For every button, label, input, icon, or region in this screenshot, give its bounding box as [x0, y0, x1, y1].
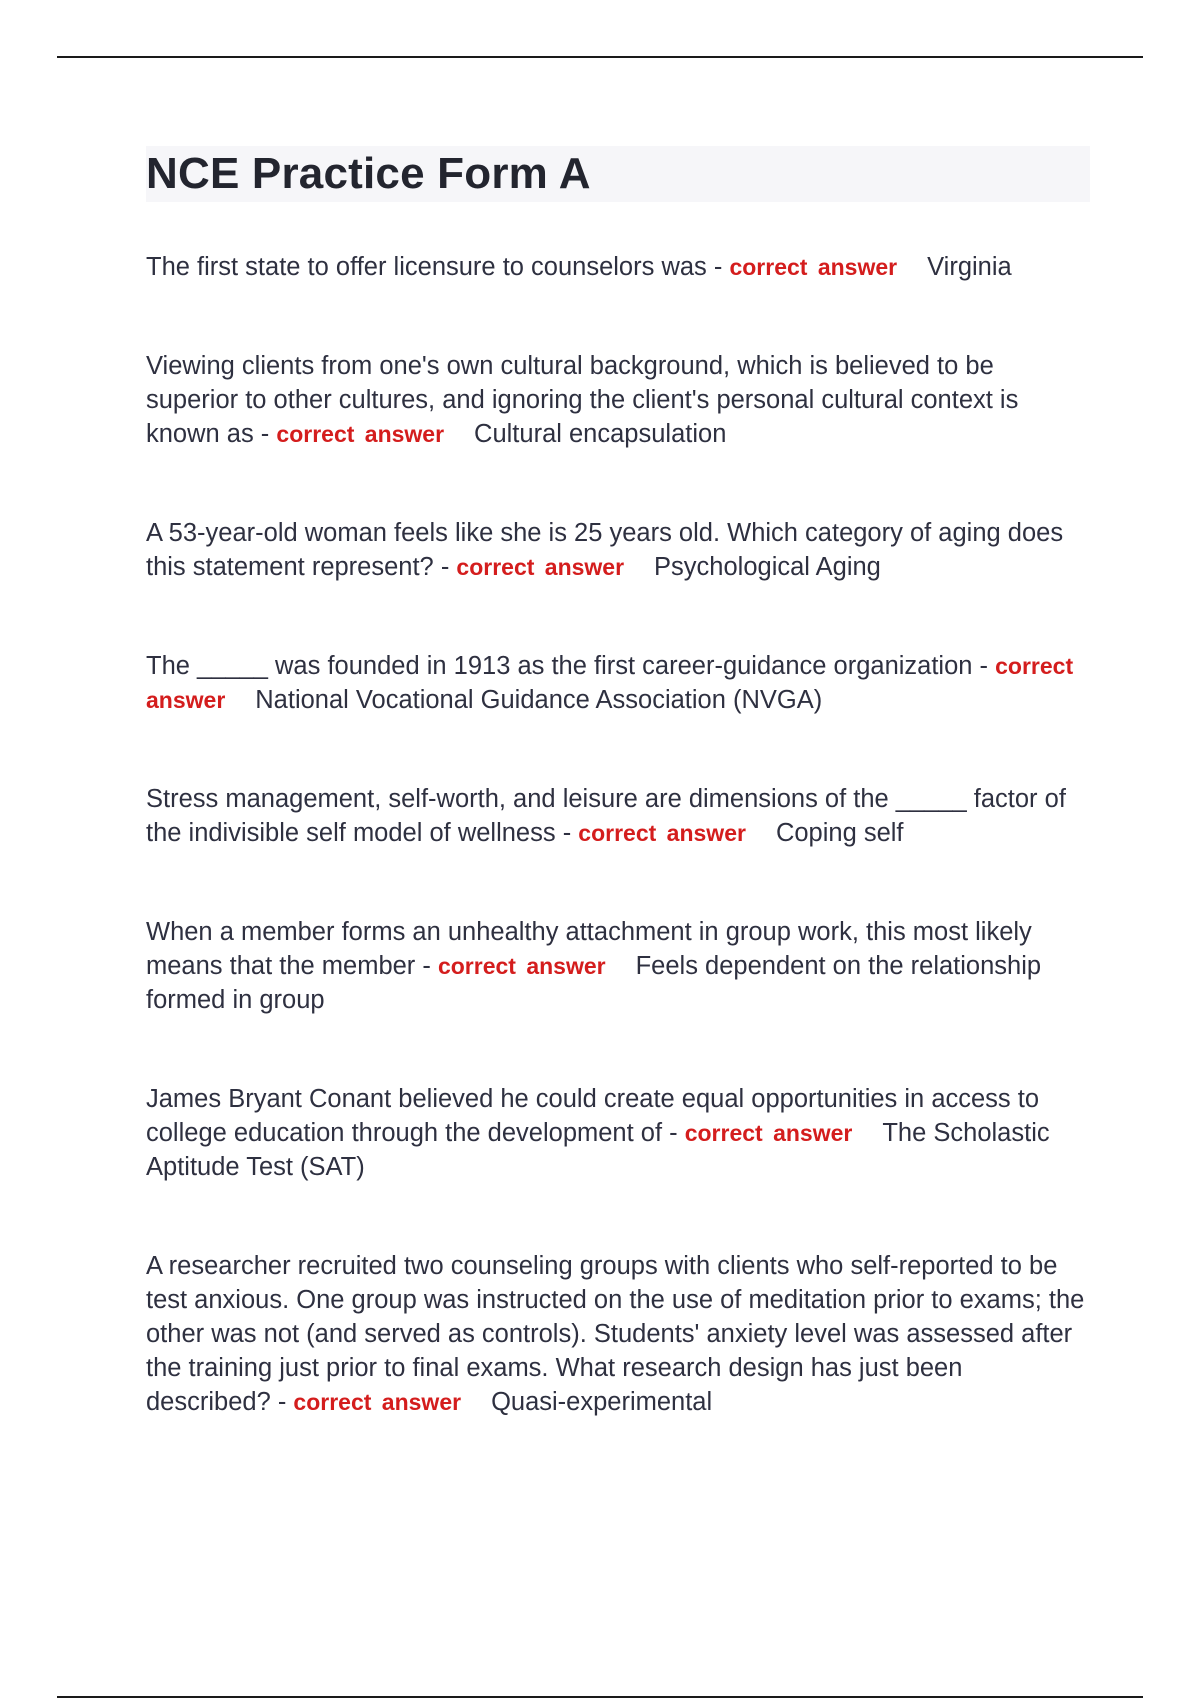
correct-answer-label: correct answer [729, 254, 898, 280]
question-text: Viewing clients from one's own cultural background, which is believed to be superior to other cultures, and ignoring the client's personal cultural context is known as - [146, 352, 1019, 448]
qa-item [146, 1082, 1090, 1184]
correct-answer-label: correct answer [146, 653, 1074, 713]
correct-answer-label: correct answer [437, 953, 606, 979]
question-text: When a member forms an unhealthy attachment in group work, this most likely means that the member - [146, 918, 1032, 980]
title-banner [146, 146, 1090, 202]
qa-list [146, 250, 1090, 1419]
qa-item [146, 1249, 1090, 1419]
question-text: A 53-year-old woman feels like she is 25 years old. Which category of aging does this statement represent? - [146, 519, 1064, 581]
top-rule [57, 56, 1143, 58]
answer-text: Psychological Aging [654, 553, 881, 581]
qa-item [146, 649, 1090, 717]
document-body [146, 146, 1090, 1445]
answer-text: Coping self [775, 819, 904, 847]
page-title: NCE Practice Form A [146, 149, 591, 198]
correct-answer-label: correct answer [293, 1389, 462, 1415]
qa-item [146, 516, 1090, 584]
question-text: Stress management, self-worth, and leisure are dimensions of the _____ factor of the indivisible self model of wellness - [146, 785, 1066, 847]
answer-text: Feels dependent on the relationship formed in group [146, 952, 1042, 1014]
answer-text: Quasi-experimental [491, 1388, 713, 1416]
qa-item [146, 915, 1090, 1017]
answer-text: The Scholastic Aptitude Test (SAT) [146, 1119, 1050, 1181]
answer-text: Cultural encapsulation [474, 420, 727, 448]
qa-item [146, 782, 1090, 850]
correct-answer-label: correct answer [456, 554, 625, 580]
correct-answer-label: correct answer [578, 820, 746, 846]
correct-answer-label: correct answer [684, 1120, 853, 1146]
question-text: James Bryant Conant believed he could create equal opportunities in access to college education through the development of - [146, 1085, 1040, 1147]
qa-item [146, 250, 1090, 284]
question-text: The _____ was founded in 1913 as the first career-guidance organization - [146, 652, 989, 680]
qa-item [146, 349, 1090, 451]
question-text: The first state to offer licensure to counselors was - [146, 253, 723, 281]
bottom-rule [57, 1696, 1143, 1698]
correct-answer-label: correct answer [276, 421, 445, 447]
question-text: A researcher recruited two counseling groups with clients who self-reported to be test anxious. One group was instructed on the use of meditation prior to exams; the other was not (and served as controls). Students' anxiety level was assessed after the training just prior to final exams. What research design has just been described? - [146, 1252, 1085, 1416]
answer-text: National Vocational Guidance Association (NVGA) [255, 686, 823, 714]
answer-text: Virginia [927, 253, 1012, 281]
